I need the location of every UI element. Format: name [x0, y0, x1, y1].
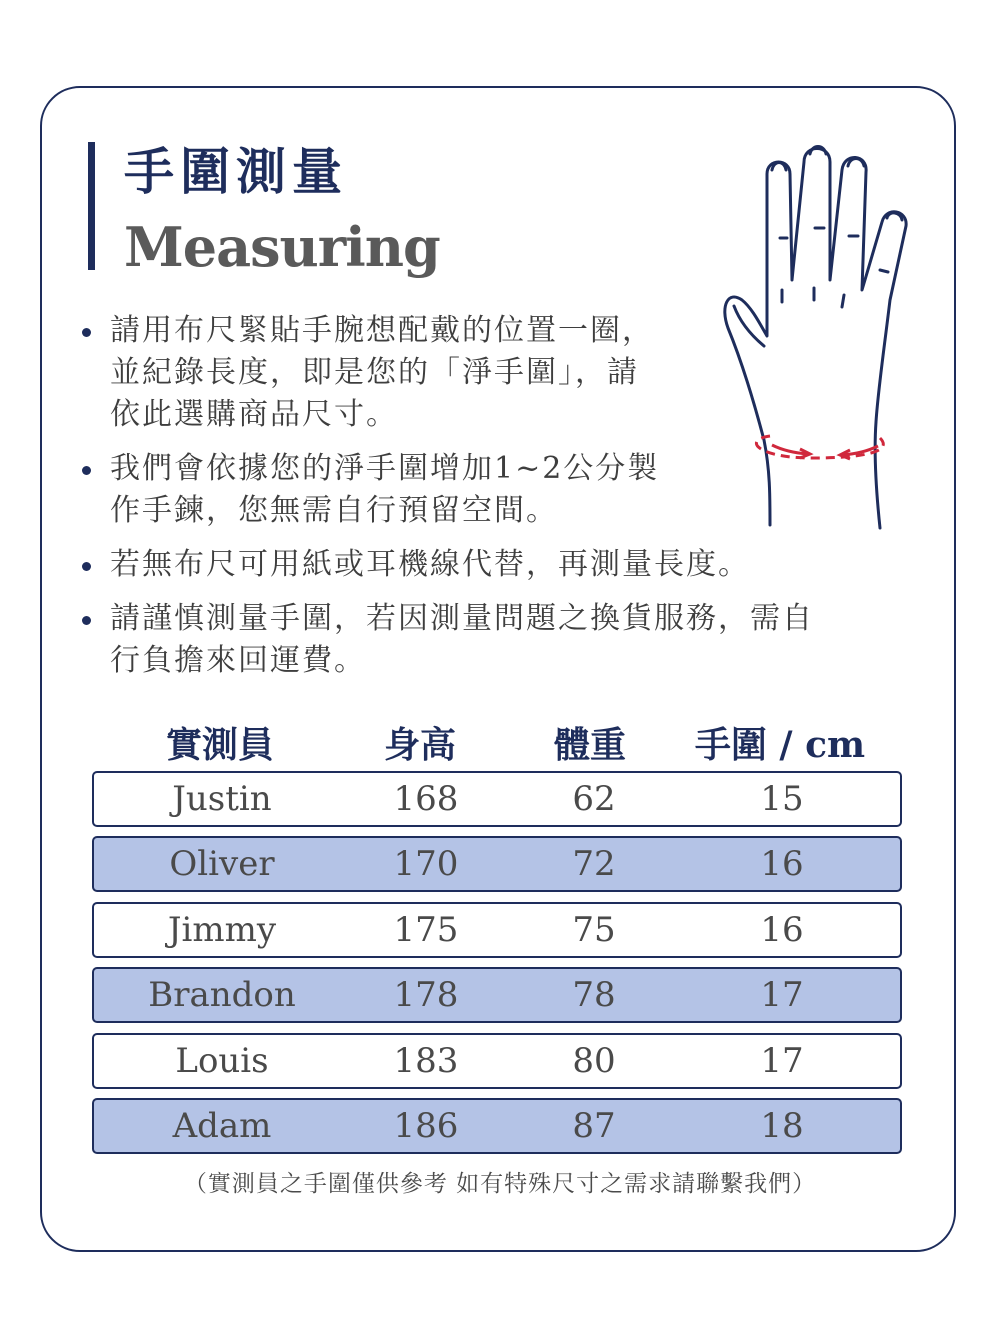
cell-weight: 80	[572, 1041, 616, 1081]
footnote: （實測員之手圍僅供參考 如有特殊尺寸之需求請聯繫我們）	[183, 1171, 817, 1197]
cell-tester-name: Brandon	[148, 975, 296, 1015]
column-header-tester: 實測員	[165, 724, 274, 766]
table-row	[92, 1098, 902, 1154]
cell-height: 183	[393, 1041, 459, 1081]
instruction-line: 並紀錄長度，即是您的「淨手圍」，請	[110, 355, 639, 390]
cell-wrist: 16	[760, 844, 804, 884]
cell-tester-name: Oliver	[169, 844, 275, 884]
cell-wrist: 17	[760, 975, 804, 1015]
instruction-item	[82, 544, 902, 586]
cell-weight: 72	[572, 844, 616, 884]
cell-weight: 78	[572, 975, 616, 1015]
cell-tester-name: Louis	[175, 1041, 269, 1081]
instruction-item	[82, 598, 902, 682]
instruction-line: 行負擔來回運費。	[110, 643, 366, 678]
cell-tester-name: Justin	[172, 779, 272, 819]
cell-height: 175	[393, 910, 459, 950]
bullet-dot	[82, 466, 91, 475]
column-header-weight: 體重	[553, 724, 626, 766]
cell-wrist: 17	[760, 1041, 804, 1081]
bullet-dot	[82, 328, 91, 337]
instruction-line: 若無布尺可用紙或耳機線代替，再測量長度。	[110, 547, 750, 582]
cell-height: 186	[393, 1106, 459, 1146]
cell-tester-name: Jimmy	[167, 910, 277, 950]
hand-wrist-measure-icon	[712, 140, 922, 535]
table-row	[92, 902, 902, 958]
cell-weight: 87	[572, 1106, 616, 1146]
title-accent-bar	[88, 142, 95, 270]
instruction-line: 我們會依據您的淨手圍增加1~2公分製	[110, 451, 660, 486]
table-row	[92, 836, 902, 892]
title-english: Measuring	[124, 215, 440, 279]
bullet-dot	[82, 616, 91, 625]
instruction-line: 依此選購商品尺寸。	[110, 397, 398, 432]
table-row	[92, 1033, 902, 1089]
table-row	[92, 771, 902, 827]
instruction-line: 作手鍊，您無需自行預留空間。	[110, 493, 558, 528]
cell-height: 170	[393, 844, 459, 884]
column-header-wrist: 手圍 / cm	[694, 724, 866, 766]
bullet-dot	[82, 562, 91, 571]
title-chinese: 手圍測量	[124, 142, 348, 201]
cell-height: 168	[393, 779, 459, 819]
instruction-line: 請謹慎測量手圍，若因測量問題之換貨服務，需自	[110, 601, 814, 636]
table-row	[92, 967, 902, 1023]
cell-wrist: 16	[760, 910, 804, 950]
cell-weight: 75	[572, 910, 616, 950]
cell-tester-name: Adam	[172, 1106, 272, 1146]
instruction-line: 請用布尺緊貼手腕想配戴的位置一圈，	[110, 313, 654, 348]
cell-wrist: 15	[760, 779, 804, 819]
cell-height: 178	[393, 975, 459, 1015]
cell-wrist: 18	[760, 1106, 804, 1146]
column-header-height: 身高	[383, 724, 456, 766]
cell-weight: 62	[572, 779, 616, 819]
